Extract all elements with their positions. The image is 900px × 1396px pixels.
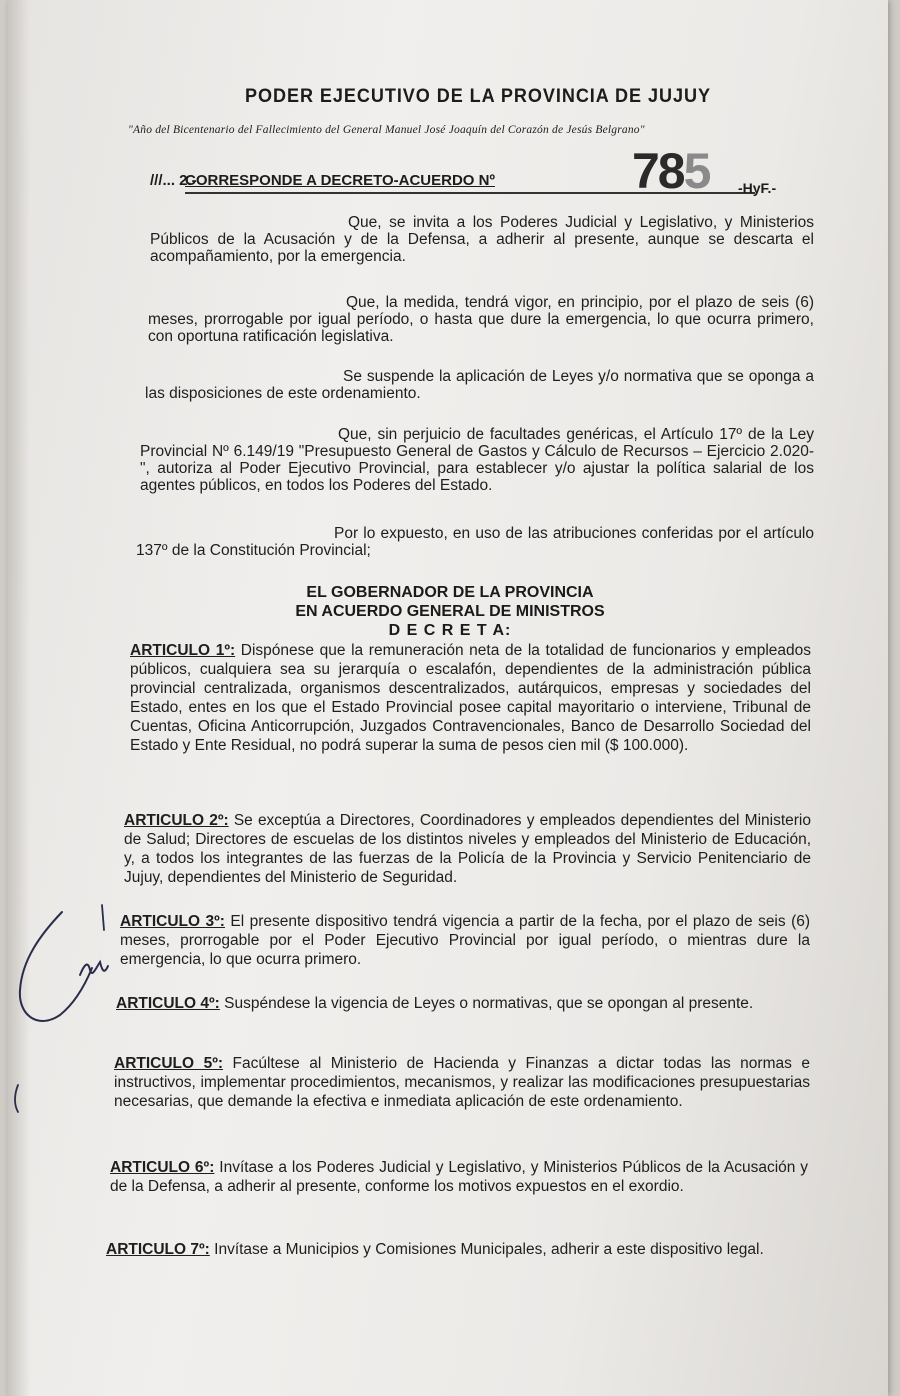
header-motto: "Año del Bicentenario del Fallecimiento del General Manuel José Joaquín del Corazón de Jesús Belgrano" (128, 124, 645, 136)
margin-tick-mark (102, 905, 104, 930)
article-3: ARTICULO 3º: El presente dispositivo tendrá vigencia a partir de la fecha, por el plazo de seis (6) meses, prorrogable por el Poder Ejecutivo Provincial por igual período, o mientras dure la emergencia, lo que ocurra primero. (120, 913, 811, 968)
decree-number-main: 78 (632, 143, 684, 199)
signature-initial-scribble (80, 962, 108, 975)
article-6: ARTICULO 6º: Invítase a los Poderes Judicial y Legislativo, y Ministerios Públicos de la Acusación y de la Defensa, a adherir al presente, conforme los motivos expuestos en el exordio. (110, 1159, 809, 1195)
page-continuation-marker: ///... 2.- (150, 172, 197, 189)
signature-initial-stroke (20, 912, 92, 1021)
header-title: PODER EJECUTIVO DE LA PROVINCIA DE JUJUY (245, 86, 711, 107)
heading-governor: EL GOBERNADOR DE LA PROVINCIA (306, 584, 594, 601)
preamble-paragraph-5: Por lo expuesto, en uso de las atribuciones conferidas por el artículo 137º de la Constitución Provincial; (136, 525, 815, 559)
decree-reference-label: CORRESPONDE A DECRETO-ACUERDO Nº (185, 172, 495, 189)
article-7: ARTICULO 7º: Invítase a Municipios y Comisiones Municipales, adherir a este dispositivo legal. (106, 1241, 764, 1258)
decree-ministry-suffix: -HyF.- (738, 180, 777, 196)
article-1: ARTICULO 1º: Dispónese que la remuneración neta de la totalidad de funcionarios y empleados públicos, cualquiera sea su jerarquía o escalafón, dependientes de la administración pública provincial centralizada, organismos descentralizados, autárquicos, empresas y sociedades del Estado, entes en los que el Estado Provincial posee capital mayoritario o interviene, Tribunal de Cuentas, Oficina Anticorrupción, Juzgados Contravencionales, Banco de Desarrollo Sociedad del Estado y Ente Residual, no podrá superar la suma de pesos cien mil ($ 100.000). (130, 642, 811, 754)
preamble-paragraph-2: Que, la medida, tendrá vigor, en principio, por el plazo de seis (6) meses, prorrogable por igual período, o hasta que dure la emergencia, lo que ocurra primero, con oportuna ratificación legislativa. (148, 294, 815, 345)
preamble-paragraph-1: Que, se invita a los Poderes Judicial y Legislativo, y Ministerios Públicos de la Acusación y de la Defensa, a adherir al presente, aunque se descarta el acompañamiento, por la emergencia. (150, 214, 814, 265)
heading-decrees: D E C R E T A: (388, 622, 512, 639)
article-2: ARTICULO 2º: Se exceptúa a Directores, Coordinadores y empleados dependientes del Ministerio de Salud; Directores de escuelas de los distintos niveles y empleados del Ministerio de Educación, y, a todos los integrantes de las fuerzas de la Policía de la Provincia y Servicio Penitenciario de Jujuy, dependientes del Ministerio de Seguridad. (124, 812, 811, 886)
preamble-paragraph-4: Que, sin perjuicio de facultades genéricas, el Artículo 17º de la Ley Provincial Nº 6.149/19 "Presupuesto General de Gastos y Cálculo de Recursos – Ejercicio 2.020-", autoriza al Poder Ejecutivo Provincial, para establecer y/o ajustar la política salarial de los agentes públicos, en todos los Poderes del Estado. (140, 426, 814, 494)
decree-number-faded-digit: 5 (683, 143, 710, 199)
margin-bracket-mark (15, 1085, 18, 1112)
heading-agreement: EN ACUERDO GENERAL DE MINISTROS (295, 603, 605, 620)
preamble-paragraph-3: Se suspende la aplicación de Leyes y/o normativa que se oponga a las disposiciones de este ordenamiento. (145, 368, 814, 402)
article-5: ARTICULO 5º: Facúltese al Ministerio de Hacienda y Finanzas a dictar todas las normas e instructivos, implementar procedimientos, mecanismos, y realizar las modificaciones presupuestarias necesarias, que demande la efectiva e inmediata aplicación de este ordenamiento. (114, 1055, 810, 1110)
article-4: ARTICULO 4º: Suspéndese la vigencia de Leyes o normativas, que se opongan al presente. (116, 995, 754, 1012)
